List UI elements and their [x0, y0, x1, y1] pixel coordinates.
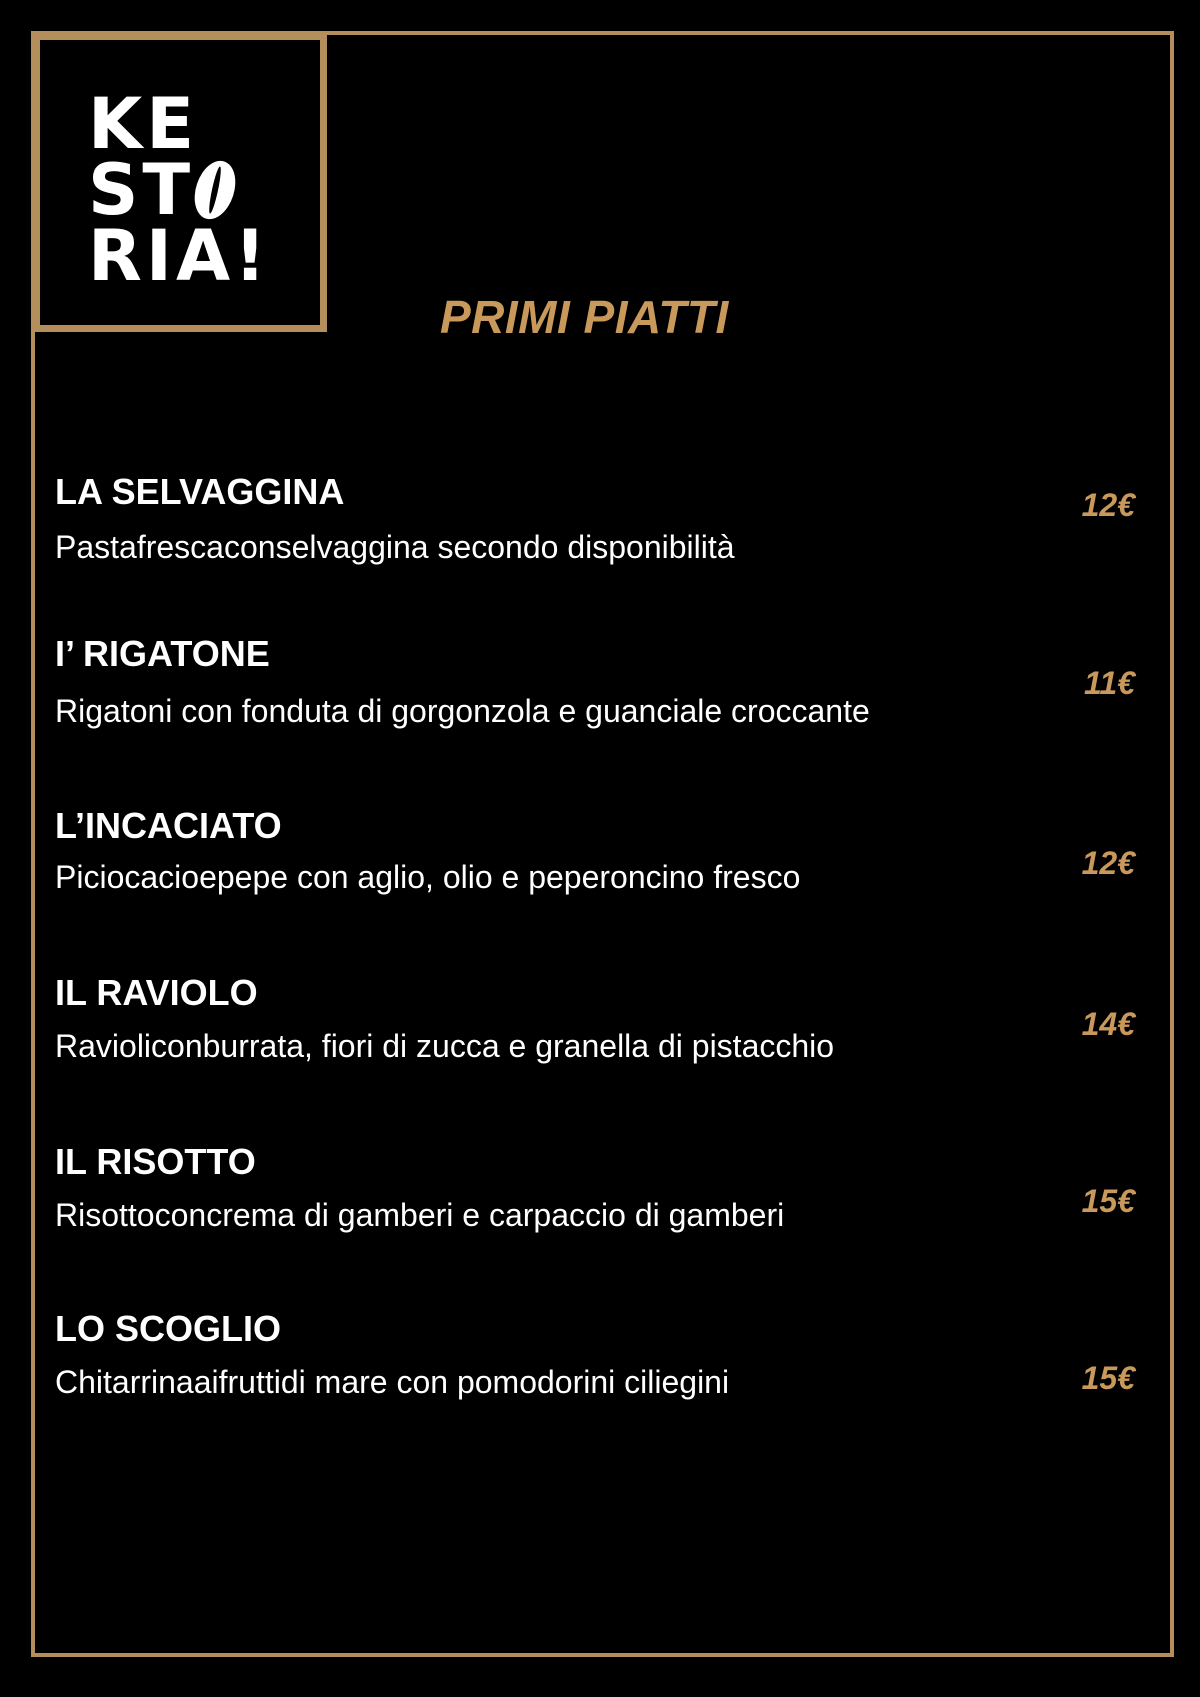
item-price: 12€ [1081, 487, 1135, 523]
logo-line-1: KE [88, 83, 199, 165]
item-description: Piciocacioepepe con aglio, olio e peperoncino fresco [55, 859, 801, 895]
item-description: Ravioliconburrata, fiori di zucca e granella di pistacchio [55, 1028, 835, 1064]
menu-item [55, 973, 1135, 1083]
logo [88, 83, 271, 297]
item-name: LO SCOGLIO [55, 1308, 282, 1349]
item-price: 15€ [1081, 1183, 1135, 1219]
item-description: Chitarrinaaifruttidi mare con pomodorini ciliegini [55, 1364, 730, 1400]
menu-item [55, 1309, 1135, 1419]
item-description: Rigatoni con fonduta di gorgonzola e guanciale croccante [55, 693, 870, 729]
item-price: 11€ [1083, 665, 1135, 701]
item-name: IL RISOTTO [55, 1141, 256, 1182]
menu-item [55, 472, 1135, 582]
item-name: L’INCACIATO [55, 805, 282, 846]
logo-line-2-text: ST [88, 149, 195, 231]
item-name: I’ RIGATONE [55, 633, 270, 674]
menu-item [55, 634, 1135, 744]
item-price: 14€ [1081, 1006, 1135, 1042]
item-price: 12€ [1081, 845, 1135, 881]
logo-box [33, 33, 327, 332]
item-price: 15€ [1081, 1360, 1135, 1396]
item-name: IL RAVIOLO [55, 972, 258, 1013]
section-title: PRIMI PIATTI [440, 291, 729, 343]
item-description: Risottoconcrema di gamberi e carpaccio di gamberi [55, 1197, 785, 1233]
menu-item [55, 806, 1135, 916]
logo-line-3: RIA! [88, 215, 271, 297]
item-name: LA SELVAGGINA [55, 471, 345, 512]
menu-item [55, 1142, 1135, 1252]
item-description: Pastafrescaconselvaggina secondo disponibilità [55, 529, 735, 565]
